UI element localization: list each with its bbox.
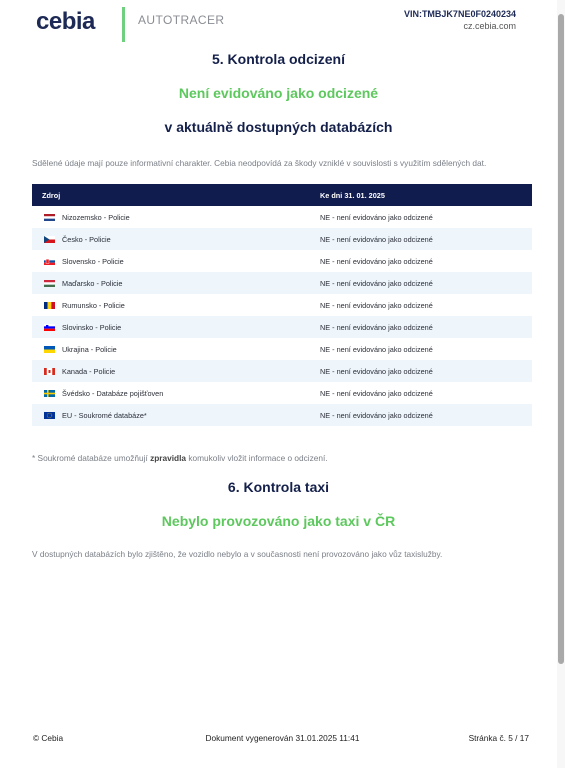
table-row: [32, 294, 532, 316]
source-name: Maďarsko - Policie: [62, 278, 123, 288]
result-cell: [310, 250, 532, 272]
table-row: [32, 250, 532, 272]
flag-si-icon: [44, 324, 55, 331]
footer-page-number: Stránka č. 5 / 17: [468, 733, 529, 743]
result-cell: [310, 382, 532, 404]
section6-title: 6. Kontrola taxi: [227, 479, 330, 495]
source-cell: [32, 228, 310, 250]
taxi-text: V dostupných databázích bylo zjištěno, že vozidlo nebylo a v současnosti není provozováno jako vůz taxislužby.: [32, 549, 443, 559]
footnote: [32, 453, 328, 463]
brand-name: cebia: [36, 8, 95, 35]
source-name: Rumunsko - Policie: [62, 300, 125, 310]
theft-check-table: [32, 184, 532, 426]
source-name: Švédsko - Databáze pojišťoven: [62, 388, 164, 398]
result-text: NE - není evidováno jako odcizené: [320, 256, 433, 266]
footer-generated: Dokument vygenerován 31.01.2025 11:41: [205, 733, 360, 743]
result-cell: [310, 338, 532, 360]
source-name: Kanada - Policie: [62, 366, 116, 376]
source-cell: [32, 338, 310, 360]
result-text: NE - není evidováno jako odcizené: [320, 234, 433, 244]
flag-ua-icon: [44, 346, 55, 353]
footer-copyright: © Cebia: [33, 733, 64, 743]
section6-status: Nebylo provozováno jako taxi v ČR: [161, 513, 396, 529]
flag-nl-icon: [44, 214, 55, 221]
flag-ro-icon: [44, 302, 55, 309]
source-name: Slovinsko - Policie: [62, 322, 122, 332]
section5-title: 5. Kontrola odcizení: [211, 51, 345, 67]
table-row: [32, 272, 532, 294]
result-cell: [310, 360, 532, 382]
table-row: [32, 360, 532, 382]
source-name: EU - Soukromé databáze*: [62, 410, 147, 420]
source-cell: [32, 206, 310, 228]
flag-se-icon: [44, 390, 55, 397]
flag-cz-icon: [44, 236, 55, 243]
result-cell: [310, 228, 532, 250]
result-cell: [310, 272, 532, 294]
table-row: [32, 228, 532, 250]
result-text: NE - není evidováno jako odcizené: [320, 322, 433, 332]
column-header-source: Zdroj: [32, 184, 310, 206]
flag-hu-icon: [44, 280, 55, 287]
source-name: Česko - Policie: [62, 234, 111, 244]
result-cell: [310, 206, 532, 228]
table-row: [32, 206, 532, 228]
table-row: [32, 404, 532, 426]
flag-sk-icon: [44, 258, 55, 265]
disclaimer-text: Sdělené údaje mají pouze informativní charakter. Cebia neodpovídá za škody vzniklé v souvislosti s využitím sdělených dat.: [32, 158, 487, 168]
table-header-row: [32, 184, 532, 206]
footnote-pre: * Soukromé databáze umožňují: [32, 453, 151, 463]
logo-divider: [122, 7, 125, 42]
flag-ca-icon: [44, 368, 55, 375]
site-label: cz.cebia.com: [463, 21, 516, 31]
source-cell: [32, 360, 310, 382]
table-row: [32, 338, 532, 360]
source-name: Slovensko - Policie: [62, 256, 124, 266]
section5-status: Není evidováno jako odcizené: [178, 85, 379, 101]
cebia-logo: [36, 6, 225, 38]
result-text: NE - není evidováno jako odcizené: [320, 410, 433, 420]
table-row: [32, 316, 532, 338]
vin-label: VIN:TMBJK7NE0F0240234: [403, 9, 516, 19]
scrollbar-thumb[interactable]: [558, 14, 564, 664]
result-cell: [310, 316, 532, 338]
source-cell: [32, 272, 310, 294]
table-row: [32, 382, 532, 404]
flag-eu-icon: [44, 412, 55, 419]
result-text: NE - není evidováno jako odcizené: [320, 344, 433, 354]
source-name: Nizozemsko - Policie: [62, 212, 130, 222]
result-text: NE - není evidováno jako odcizené: [320, 300, 433, 310]
result-text: NE - není evidováno jako odcizené: [320, 278, 433, 288]
column-header-date: Ke dni 31. 01. 2025: [310, 184, 532, 206]
source-cell: [32, 316, 310, 338]
source-cell: [32, 294, 310, 316]
result-text: NE - není evidováno jako odcizené: [320, 388, 433, 398]
result-text: NE - není evidováno jako odcizené: [320, 212, 433, 222]
section5-subtitle: v aktuálně dostupných databázích: [164, 119, 393, 135]
source-cell: [32, 404, 310, 426]
result-cell: [310, 404, 532, 426]
source-cell: [32, 250, 310, 272]
source-name: Ukrajina - Policie: [62, 344, 117, 354]
product-name: AUTOTRACER: [138, 13, 225, 27]
result-cell: [310, 294, 532, 316]
footnote-post: komukoliv vložit informace o odcizení.: [186, 453, 328, 463]
source-cell: [32, 382, 310, 404]
footnote-bold: zpravidla: [150, 453, 187, 463]
result-text: NE - není evidováno jako odcizené: [320, 366, 433, 376]
